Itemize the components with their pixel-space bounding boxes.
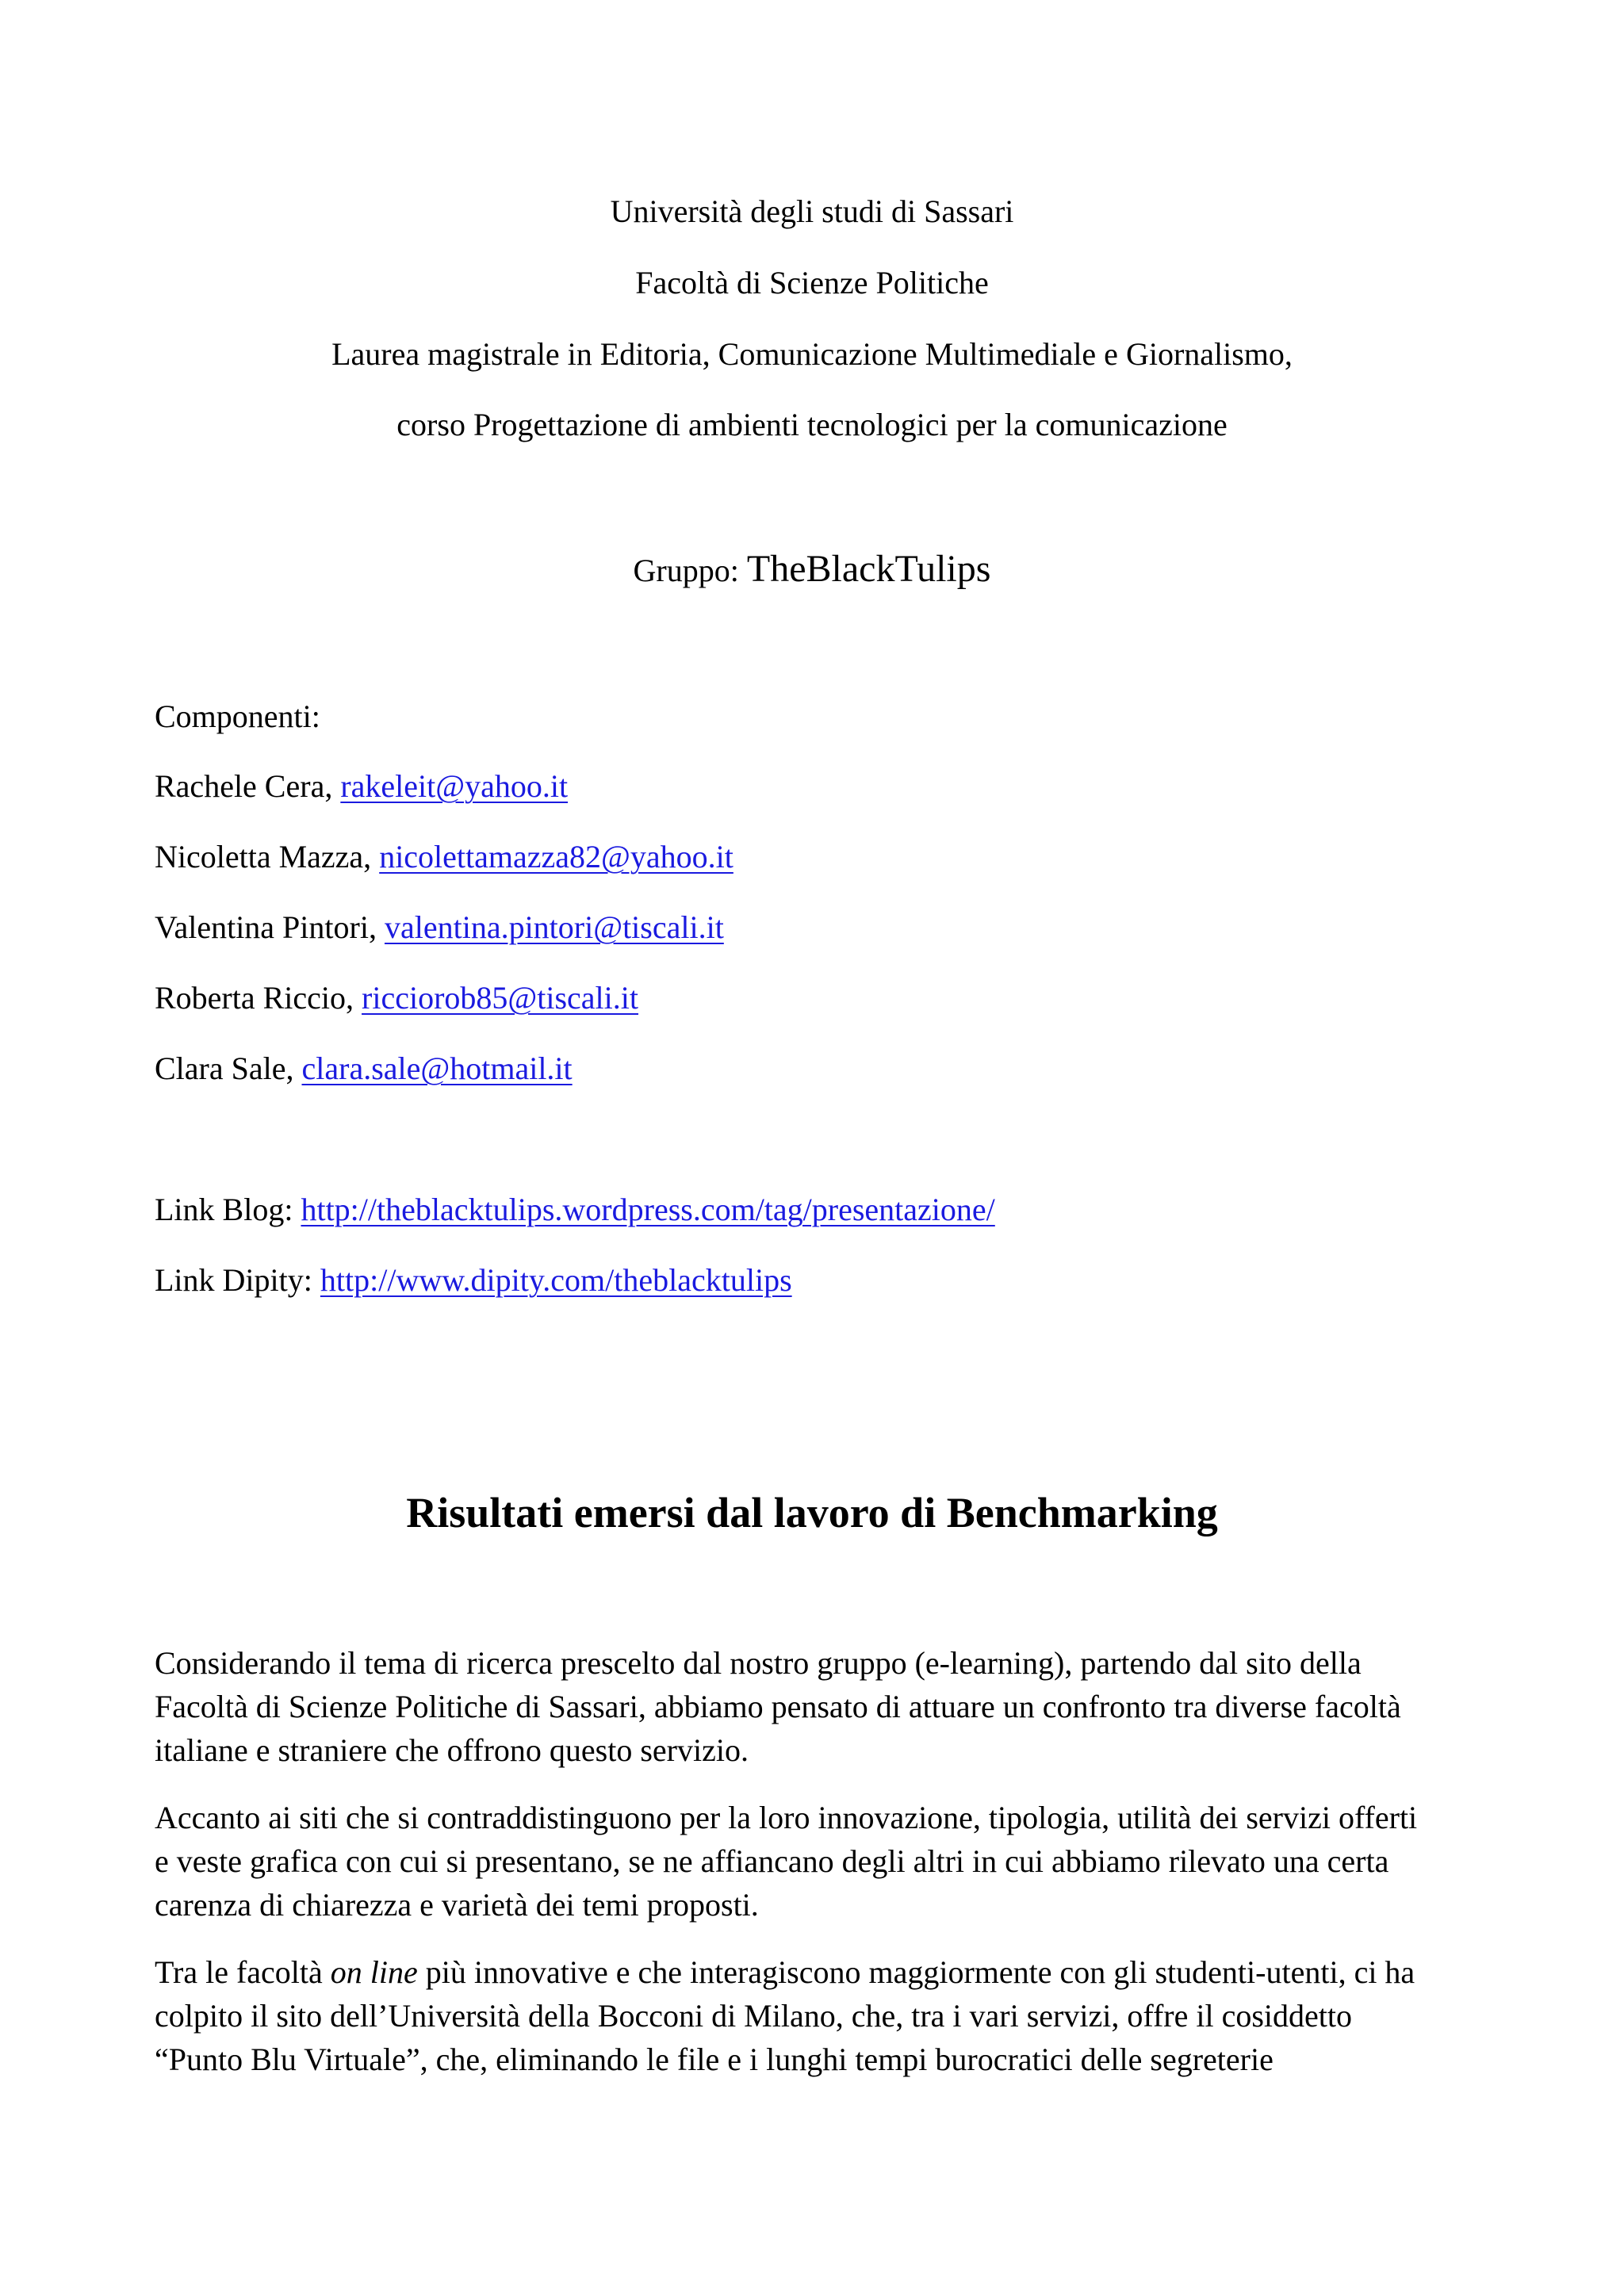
paragraph-line: e veste grafica con cui si presentano, se ne affiancano degli altri in cui abbiamo rilevato una certa bbox=[155, 1843, 1389, 1879]
blog-link[interactable]: http://theblacktulips.wordpress.com/tag/presentazione/ bbox=[301, 1192, 995, 1227]
paragraph-line: carenza di chiarezza e varietà dei temi proposti. bbox=[155, 1887, 759, 1923]
member-row bbox=[155, 1050, 573, 1088]
course-title: corso Progettazione di ambienti tecnologici per la comunicazione bbox=[396, 407, 1228, 442]
member-email-link[interactable]: rakeleit@yahoo.it bbox=[340, 768, 569, 804]
paragraph-2 bbox=[155, 1796, 1487, 1927]
member-name: Clara Sale, bbox=[155, 1050, 302, 1086]
member-row bbox=[155, 767, 568, 806]
blog-link-label: Link Blog: bbox=[155, 1192, 301, 1227]
group-line bbox=[0, 547, 1624, 600]
paragraph-line: Considerando il tema di ricerca prescelto dal nostro gruppo (e-learning), partendo dal sito della bbox=[155, 1645, 1362, 1681]
blog-link-row bbox=[155, 1191, 995, 1229]
paragraph-1 bbox=[155, 1641, 1487, 1772]
member-name: Valentina Pintori, bbox=[155, 909, 385, 945]
member-name: Nicoletta Mazza, bbox=[155, 839, 380, 874]
degree-title: Laurea magistrale in Editoria, Comunicazione Multimediale e Giornalismo, bbox=[331, 336, 1293, 372]
dipity-link-label: Link Dipity: bbox=[155, 1262, 320, 1298]
member-row bbox=[155, 979, 638, 1017]
group-label: Gruppo: bbox=[633, 553, 747, 588]
paragraph-line: italiane e straniere che offrono questo servizio. bbox=[155, 1732, 749, 1768]
member-email-link[interactable]: clara.sale@hotmail.it bbox=[301, 1050, 573, 1086]
university-name: Università degli studi di Sassari bbox=[610, 193, 1014, 229]
paragraph-line bbox=[155, 1950, 1487, 1994]
paragraph-3 bbox=[155, 1950, 1487, 2081]
member-email-link[interactable]: valentina.pintori@tiscali.it bbox=[384, 909, 724, 945]
member-email-link[interactable]: nicolettamazza82@yahoo.it bbox=[379, 839, 733, 874]
group-name: TheBlackTulips bbox=[746, 548, 991, 590]
dipity-link-row bbox=[155, 1261, 792, 1299]
member-name: Roberta Riccio, bbox=[155, 980, 362, 1016]
member-row bbox=[155, 909, 724, 947]
paragraph-text: Tra le facoltà bbox=[155, 1954, 331, 1990]
member-email-link[interactable]: ricciorob85@tiscali.it bbox=[362, 980, 639, 1016]
member-row bbox=[155, 838, 733, 876]
paragraph-line: colpito il sito dell’Università della Bocconi di Milano, che, tra i vari servizi, offre il cosiddetto bbox=[155, 1998, 1352, 2034]
paragraph-text: più innovative e che interagiscono maggiormente con gli studenti-utenti, ci ha bbox=[417, 1954, 1415, 1990]
paragraph-line: Facoltà di Scienze Politiche di Sassari, abbiamo pensato di attuare un confronto tra diverse facoltà bbox=[155, 1689, 1401, 1724]
paragraph-line: “Punto Blu Virtuale”, che, eliminando le file e i lunghi tempi burocratici delle segreterie bbox=[155, 2042, 1274, 2077]
paragraph-italic-text: on line bbox=[330, 1954, 418, 1990]
dipity-link[interactable]: http://www.dipity.com/theblacktulips bbox=[320, 1262, 792, 1298]
members-title: Componenti: bbox=[155, 698, 320, 734]
faculty-name: Facoltà di Scienze Politiche bbox=[635, 265, 989, 300]
paragraph-line: Accanto ai siti che si contraddistinguono per la loro innovazione, tipologia, utilità dei servizi offerti bbox=[155, 1800, 1418, 1835]
member-name: Rachele Cera, bbox=[155, 768, 341, 804]
section-heading: Risultati emersi dal lavoro di Benchmarking bbox=[406, 1489, 1218, 1536]
